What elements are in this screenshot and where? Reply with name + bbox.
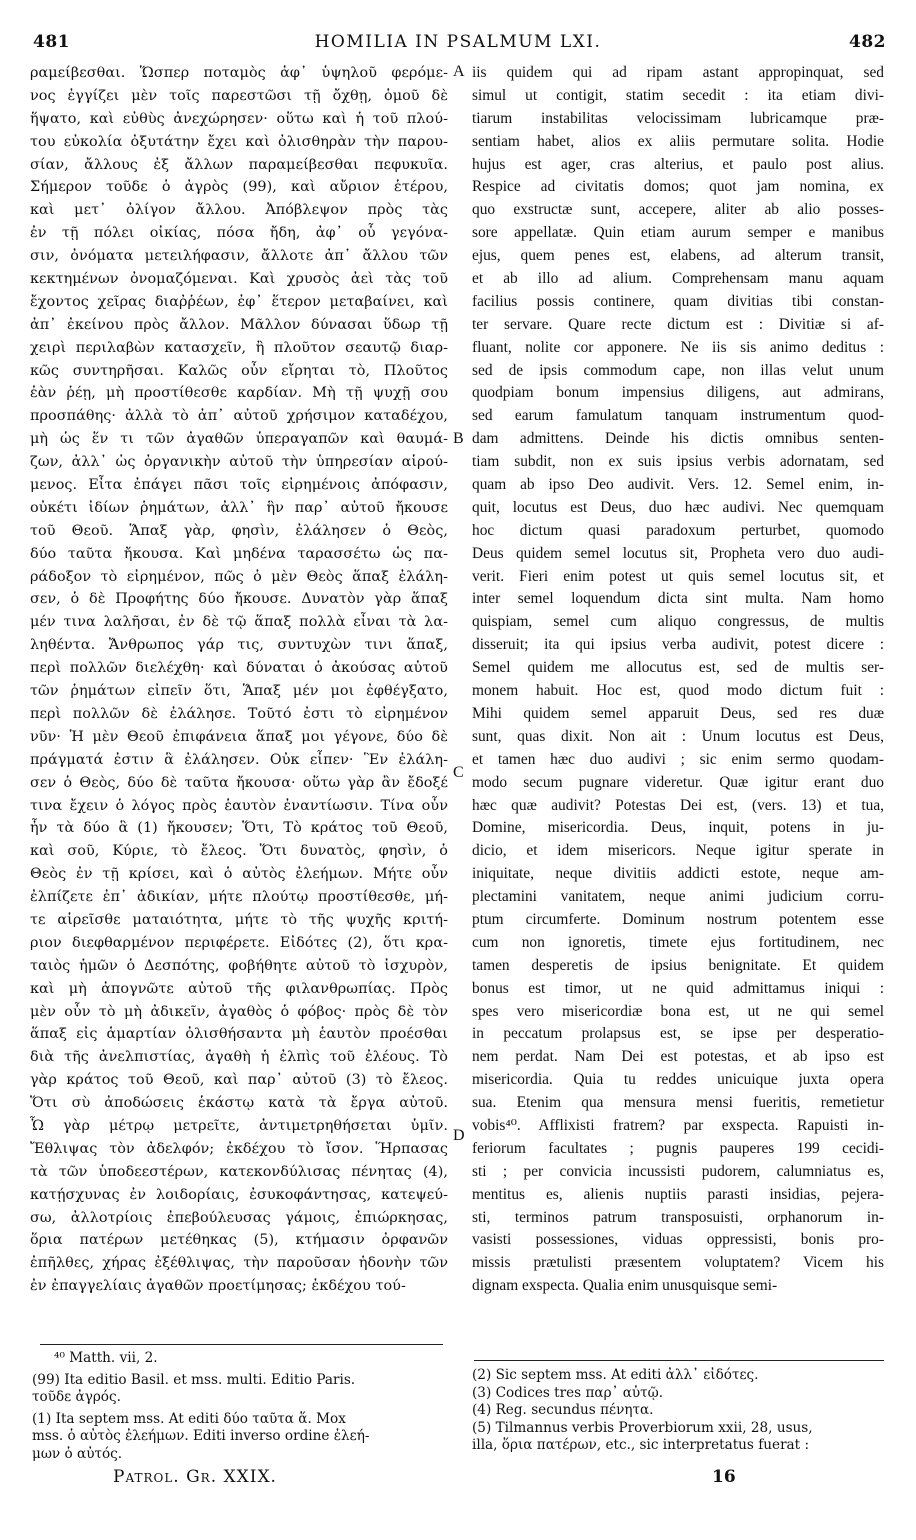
footnote: ⁴⁰ Matth. vii, 2. [54,1350,158,1366]
text-line: quam ab ipso Deo audivit. Vers. 12. Semel enim, in- [472,476,884,494]
sheet-number: 16 [712,1467,736,1487]
text-line: κατῄσχυνας ἐν λοιδορίαις, ἐσυκοφάντησας, κατεψεύ- [30,1186,448,1203]
volume-signature: Patrol. Gr. XXIX. [113,1467,277,1487]
text-line: καὶ μετ᾽ ὀλίγον ἄλλου. Ἀπόβλεψον πρὸς τὰς [30,202,448,219]
text-line: ἔχοντος χεῖρας διαῤῥέων, ἐφ᾽ ἕτερον μεταβαίνει, καὶ [30,293,448,310]
text-line: διὰ τῆς ἀνελπιστίας, ἀγαθὴ ἡ ἐλπὶς τοῦ ἐλέους. Τὸ [30,1049,448,1066]
text-line: σω, ἀλλοτρίοις ἐπεβούλευσας γάμοις, ἐπιώρκησας, [30,1209,448,1226]
text-line: Deus quidem semel locutus sit, Propheta vero duo audi- [472,544,884,562]
text-line: ἅπαξ εἰς ἁμαρτίαν ὀλισθήσαντα μὴ ἑαυτὸν προέσθαι [30,1026,448,1043]
text-line: μενος. Εἶτα ἐπάγει πᾶσι τοῖς εἰρημένοις ἀπόφασιν, [30,477,448,494]
text-line: modo secum pugnare videretur. Quæ igitur erant duo [472,773,884,791]
text-line: τοῦ Θεοῦ. Ἅπαξ γὰρ, φησὶν, ἐλάλησεν ὁ Θεὸς, [30,522,448,539]
text-line: sentiam habet, alios ex aliis permutare solita. Hodie [472,132,884,150]
text-line: Semel quidem me allocutus est, sed de multis ser- [472,659,884,677]
footnotes-right [472,1367,884,1455]
text-line: κῶς συντηρῆσαι. Καλῶς οὖν εἴρηται τὸ, Πλοῦτος [30,362,448,379]
text-line: quit, locutus est Deus, duo hæc audivi. Nec quemquam [472,498,884,516]
footnote: mss. ὁ αὐτὸς ἐλεήμων. Editi inverso ordine ἐλεή- [32,1428,370,1444]
footnote: illa, ὅρια πατέρων, etc., sic interpretatus fuerat : [472,1437,810,1453]
text-line: hujus est ager, cras alterius, et paulo post alius. [472,155,884,173]
text-line: ληθέντα. Ἄνθρωπος γάρ τις, συντυχὼν τινι ἅπαξ, [30,637,448,654]
text-line: σίαν, ἄλλους ἐξ ἄλλων παραμείβεσθαι πεφυκυῖα. [30,156,448,173]
text-line: τινα ἔχειν ὁ λόγος πρὸς ἑαυτὸν ἐναντίωσιν. Τίνα οὖν [30,797,448,814]
text-line: inter semel loquendum dicta sint multa. Nam homo [472,590,884,608]
left-page-number: 481 [33,32,70,52]
text-line: ἐὰν ῥέῃ, μὴ προστίθεσθε καρδίαν. Μὴ τῇ ψυχῇ σου [30,385,448,402]
text-line: tamen desperetis de ipsius benignitate. Et quidem [472,956,884,974]
text-line: mentitus es, alienis nuptiis parasti insidias, pejera- [472,1185,884,1203]
footnote: (99) Ita editio Basil. et mss. multi. Editio Paris. [32,1371,356,1388]
text-line: ἐπῆλθες, χήρας ἐξέθλιψας, τὴν παροῦσαν ἡδονὴν τῶν [30,1255,448,1272]
text-line: sed de ipsis commodum cape, non illas velut unum [472,361,884,379]
footnote: (2) Sic septem mss. At editi ἀλλ᾽ εἰδότες. [472,1367,759,1383]
page-footer [0,1467,916,1497]
text-line: Σήμερον τοῦδε ὁ ἀγρὸς (99), καὶ αὔριον ἑτέρου, [30,179,448,196]
text-line: χειρὶ περιλαβὼν κατασχεῖν, ἢ πλοῦτον σεαυτῷ διαρ- [30,339,448,356]
text-line: missis prætulisti præsentem voluptatem? Vicem his [472,1254,884,1272]
text-line: κεκτημένων ὀνομαζόμεναι. Καὶ χρυσὸς ἀεὶ τὰς τοῦ [30,271,448,288]
text-line: simul ut contigit, statim secedit : ita etiam divi- [472,86,884,104]
margin-letter-d: D [453,1127,465,1144]
footnote: τοῦδε ἀγρός. [32,1389,121,1405]
text-line: sti, terminos patrum transposuisti, orphanorum in- [472,1208,884,1226]
text-line: Θεὸς ἐν τῇ κρίσει, καὶ ὁ αὐτὸς ἐλεήμων. Μήτε οὖν [30,866,448,883]
text-line: cum non ignoretis, timete ejus fortitudinem, nec [472,933,884,951]
text-line: τῶν ῥημάτων εἰπεῖν ὅτι, Ἅπαξ μέν μοι ἐφθέγξατο, [30,683,448,700]
text-line: sed earum famulatum tanquam instrumentum quod- [472,407,884,425]
text-line: fluant, nolite cor apponere. Ne iis sis animo deditus : [472,338,884,356]
footnote: (5) Tilmannus verbis Proverbiorum xxii, 28, usus, [472,1419,813,1436]
text-line: μέν τινα λαλῆσαι, ἐν δὲ τῷ ἅπαξ πολλὰ εἶναι τὰ λα- [30,614,448,631]
text-line: quispiam, semel cum aliquo congressus, de multis [472,613,884,631]
text-line: σεν, ὁ δὲ Προφήτης δύο ἤκουσε. Δυνατὸν γὰρ ἅπαξ [30,591,448,608]
text-line: σεν ὁ Θεὸς, δύο δὲ ταῦτα ἤκουσα· οὕτω γὰρ ἂν ἔδοξέ [30,774,448,791]
text-line: δύο ταῦτα ἤκουσα. Καὶ μηδένα ταρασσέτω ὡς πα- [30,545,448,562]
text-line: dicio, et idem misericors. Neque igitur sperate in [472,842,884,860]
running-title: HOMILIA IN PSALMUM LXI. [314,32,602,52]
text-line: μὲν οὖν τὸ μὴ ἀδικεῖν, ἀγαθὸς ὁ φόβος· πρὸς δὲ τὸν [30,1003,448,1020]
text-line: dam admittens. Deinde his dictis omnibus senten- [472,430,884,448]
footnote: (4) Reg. secundus πένητα. [472,1402,654,1418]
text-line: προσπάθης· ἀλλὰ τὸ ἀπ᾽ αὐτοῦ χρήσιμον καταδέχου, [30,408,448,425]
text-line: disseruit; ita qui ipsius verba audivit, potest dicere : [472,636,884,654]
text-line: ἀπ᾽ ἐκείνου πρὸς ἄλλον. Μᾶλλον δύνασαι ὕδωρ τῇ [30,316,448,333]
footnote: (3) Codices tres παρ᾽ αὐτῷ. [472,1384,664,1401]
margin-letter-c: C [453,764,464,781]
greek-column [30,62,448,1298]
text-line: νῦν· Ἡ μὲν Θεοῦ ἐπιφάνεια ἅπαξ μοι γέγονε, δύο δὲ [30,728,448,745]
text-line: vasisti possessiones, viduas oppressisti, bonis pro- [472,1231,884,1249]
text-line: Respice ad civitatis domos; quot jam nomina, ex [472,178,884,196]
text-line: tiarum instabilitas velocissimam lubricamque præ- [472,109,884,127]
footnote: μων ὁ αὐτός. [32,1445,123,1462]
text-line: ραμείβεσθαι. Ὥσπερ ποταμὸς ἀφ᾽ ὑψηλοῦ φερόμε- [30,65,448,81]
text-line: ζων, ἀλλ᾽ ὡς ὀργανικὴν αὐτοῦ τὴν ὑπηρεσίαν αἱρού- [30,454,448,471]
text-line: sore appellatæ. Quin etiam aurum semper e manibus [472,224,884,242]
footnote-rule-left [40,1344,443,1345]
text-line: iniquitate, neque divitiis addicti estote, neque am- [472,865,884,883]
text-line: γὰρ κράτος τοῦ Θεοῦ, καὶ παρ᾽ αὐτοῦ (3) τὸ ἔλεος. [30,1072,448,1089]
text-line: hoc dictum quasi paradoxum perturbet, quomodo [472,521,884,539]
running-head [0,0,916,56]
text-line: hæc quæ audivit? Potestas Dei est, (vers. 13) et tua, [472,796,884,814]
text-line: ράδοξον τὸ εἰρημένον, πῶς ὁ μὲν Θεὸς ἅπαξ ἐλάλη- [30,568,448,585]
text-line: περὶ πολλῶν διελέχθη· καὶ δύναται ὁ ἀκούσας αὐτοῦ [30,660,448,677]
text-line: ptum circumferte. Dominum nostrum potentem esse [472,910,884,928]
margin-letter-a: A [453,63,465,80]
text-line: τε αἱρεῖσθε ματαιότητα, μήτε τὸ τῆς ψυχῆς κριτή- [30,911,448,928]
text-line: plectamini vanitatem, neque animi judicium corru- [472,888,884,906]
footnotes-left [32,1350,442,1463]
text-line: Domine, misericordia. Deus, inquit, potens in ju- [472,819,884,837]
text-line: et tamen hæc duo audivi ; sic enim sermo quodam- [472,750,884,768]
footnote-rule-right [474,1360,884,1361]
text-line: monem habuit. Hoc est, quod modo dictum fuit : [472,682,884,700]
text-line: του εὐκολία ὀξυτάτην ἔχει καὶ ὀλισθηρὰν τὴν παρου- [30,133,448,150]
text-line: quo exstructæ sunt, accepere, aliter ab alio posses- [472,201,884,219]
text-line: τὰ τῶν ὑποδεεστέρων, κατεκονδύλισας πένητας (4), [30,1163,448,1180]
text-line: spes vero misericordiæ bona est, ut ne qui semel [472,1002,884,1020]
text-line: facilius possis continere, quam divitias tibi constan- [472,292,884,310]
right-page-number: 482 [849,32,886,52]
text-line: vobis⁴⁰. Afflixisti fratrem? par exspecta. Rapuisti in- [472,1116,884,1134]
text-line: Ἔθλιψας τὸν ἀδελφόν; ἐκδέχου τὸ ἴσον. Ἥρπασας [30,1140,448,1157]
text-line: ἐλπίζετε ἐπ᾽ ἀδικίαν, μήτε πλούτῳ προστίθεσθε, μή- [30,889,448,906]
text-line: feriorum facultates ; pugnis pauperes 199 cecidi- [472,1139,884,1157]
text-line: misericordia. Quia tu reddes unicuique juxta opera [472,1071,884,1089]
text-line: ἥψατο, καὶ εὐθὺς ἀνεχώρησεν· οὕτω καὶ ἡ τοῦ πλού- [30,110,448,127]
text-line: nem perdat. Nam Dei est potestas, et ab ipso est [472,1048,884,1066]
text-line: Ὧ γὰρ μέτρῳ μετρεῖτε, ἀντιμετρηθήσεται ὑμῖν. [30,1117,448,1134]
text-line: ἐν ἐπαγγελίαις ἀγαθῶν προετίμησας; ἐκδέχου τού- [30,1278,406,1295]
text-line: πράγματά ἐστιν ἃ ἐλάλησεν. Οὐκ εἶπεν· Ἓν ἐλάλη- [30,751,448,768]
text-line: dignam exspecta. Qualia enim unusquisque semi- [472,1277,778,1295]
text-line: bonus est timor, ut ne quid admittamus iniqui : [472,979,884,997]
text-line: Mihi quidem semel apparuit Deus, sed res duæ [472,704,884,722]
text-line: ἐν τῇ πόλει οἰκίας, πόσα ἤδη, ἀφ᾽ οὗ γεγόνα- [30,225,448,242]
text-line: περὶ πολλῶν δὲ ἐλάλησε. Τοῦτό ἐστι τὸ εἰρημένον [30,705,448,722]
text-line: νος ἐγγίζει μὲν τοῖς παρεστῶσι τῇ ὄχθῃ, ὁμοῦ δὲ [30,87,448,104]
text-line: ταιὸς ἡμῶν ὁ Δεσπότης, φοβήθητε αὐτοῦ τὸ ἰσχυρὸν, [30,957,448,974]
text-line: ter servare. Quare recte dictum est : Divitiæ si af- [472,315,884,333]
text-line: sunt, quas dixit. Non ait : Unum locutus est Deus, [472,727,884,745]
text-line: οὐκέτι ἰδίων ῥημάτων, ἀλλ᾽ ἣν παρ᾽ αὐτοῦ ἤκουσε [30,499,448,516]
footnote: (1) Ita septem mss. At editi δύο ταῦτα ἅ. Mox [32,1410,346,1427]
text-line: καὶ μὴ ἀπογνῶτε αὐτοῦ τῆς φιλανθρωπίας. Πρὸς [30,980,448,997]
margin-letter-b: B [453,430,464,447]
text-line: verit. Fieri enim potest ut quis semel locutus sit, et [472,567,884,585]
text-line: ὅρια πατέρων μετέθηκας (5), κτήμασιν ὀρφανῶν [30,1232,448,1249]
text-line: ejus, quem penes est, elabens, ad alterum transit, [472,247,884,265]
text-line: ριον διεφθαρμένον περιφέρετε. Εἰδότες (2), ὅτι κρα- [30,934,448,951]
text-line: μὴ ὡς ἕν τι τῶν ἀγαθῶν ὑπεραγαπῶν καὶ θαυμά- [30,431,448,448]
text-line: sti ; per convicia incussisti pudorem, calumniatus es, [472,1162,884,1180]
text-line: in peccatum prolapsus est, se ipse per desperatio- [472,1025,884,1043]
text-line: et ab illo ad alium. Comprehensam manu aquam [472,270,884,288]
text-line: σιν, ὀνόματα μετειλήφασιν, ἄλλοτε ἀπ᾽ ἄλλου τῶν [30,248,448,265]
text-line: tiam subdit, non ex suis ipsius verbis adornatam, sed [472,453,884,471]
text-line: sua. Etenim qua mensura mensi fueritis, remetietur [472,1094,884,1112]
text-line: quodpiam bonum impensius diligens, aut admirans, [472,384,884,402]
text-line: ἦν τὰ δύο ἃ (1) ἤκουσεν; Ὅτι, Τὸ κράτος τοῦ Θεοῦ, [30,820,448,837]
text-line: Ὅτι σὺ ἀποδώσεις ἑκάστῳ κατὰ τὰ ἔργα αὐτοῦ. [30,1095,448,1112]
text-line: καὶ σοῦ, Κύριε, τὸ ἔλεος. Ὅτι δυνατὸς, φησὶν, ὁ [30,843,448,860]
text-line: iis quidem qui ad ripam astant appropinquat, sed [472,64,884,81]
latin-column [472,62,884,1298]
